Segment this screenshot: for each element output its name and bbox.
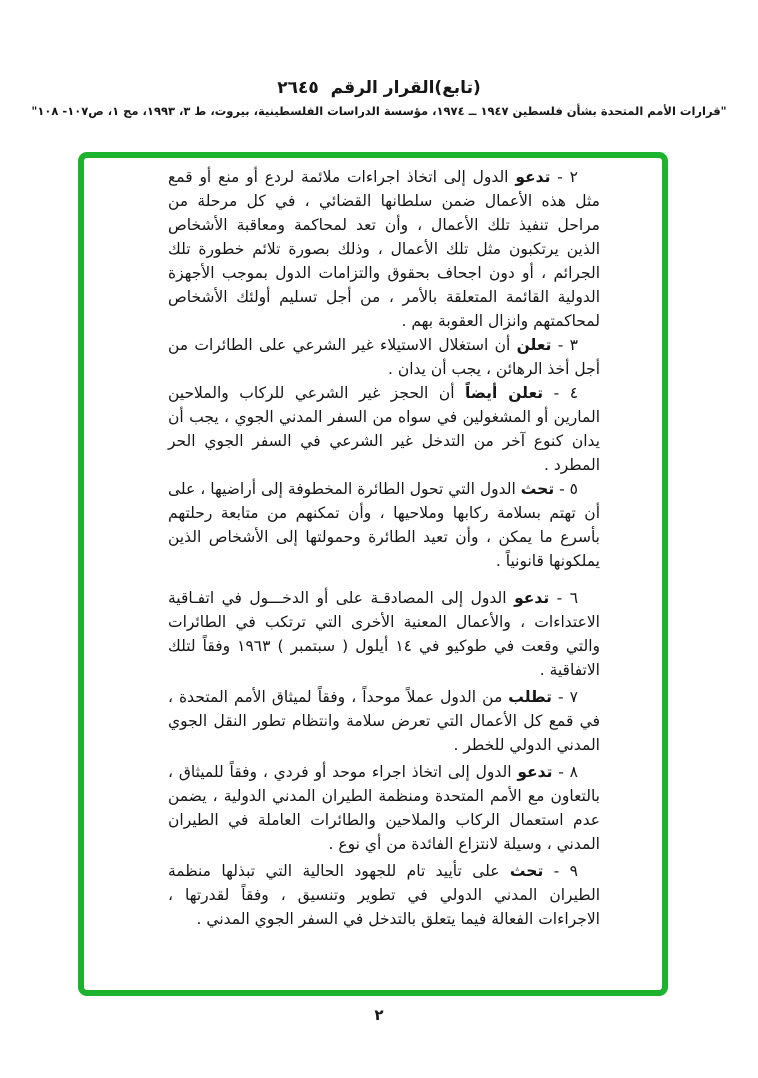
paragraph-verb: تعلن: [516, 336, 552, 354]
resolution-title: (تابع)القرار الرقم ٢٦٤٥: [277, 78, 481, 98]
source-citation: "قرارات الأمم المتحدة بشأن فلسطين ١٩٤٧ ــ ١٩٧٤، مؤسسة الدراسات الفلسطينية، بيروت، ط ٣، ١٩٩٣، مج ١، ص١٠٧- ١٠٨": [31, 104, 727, 118]
paragraph-2: [168, 165, 600, 333]
paragraph-body: الدول إلى اتخاذ اجراءات ملائمة لردع أو منع أو قمع مثل هذه الأعمال ضمن سلطانها القضائي ، في كل مرحلة من مراحل تنفيذ تلك الأعمال ، وأن تعد لمحاكمة ومعاقبة الأشخاص الذين يرتكبون مثل تلك الأعمال ، وذلك بصورة تلائم خطورة تلك الجرائم ، أو دون اجحاف بحقوق والتزامات الدول بموجب الأجهزة الدولية القائمة المتعلقة بالأمر ، من أجل تسليم أولئك الأشخاص لمحاكمتهم وانزال العقوبة بهم .: [168, 168, 600, 330]
paragraph-verb: تحث: [509, 862, 544, 880]
highlight-frame: [78, 152, 668, 996]
paragraph-7: [168, 685, 600, 757]
paragraph-body: أن الحجز غير الشرعي للركاب والملاحين المارين أو المشغولين في سواه من السفر المدني الجوي ، يجب أن يدان كنوع آخر من التدخل غير الشرعي في السفر الجوي الحر المطرد .: [168, 384, 600, 474]
paragraph-3: [168, 333, 600, 381]
resolution-text-block: [168, 165, 600, 931]
paragraph-verb: تدعو: [514, 589, 550, 607]
paragraph-verb: تدعو: [515, 168, 551, 186]
paragraph-body: الدول التي تحول الطائرة المخطوفة إلى أراضيها ، على أن تهتم بسلامة ركابها وملاحيها ، وأن تمكنهم من متابعة رحلتهم بأسرع ما يمكن ، وأن تعيد الطائرة وحمولتها إلى الأشخاص الذين يملكونها قانونياً .: [168, 480, 600, 570]
paragraph-body: أن استغلال الاستيلاء غير الشرعي على الطائرات من أجل أخذ الرهائن ، يجب أن يدان .: [168, 336, 600, 378]
paragraph-9: [168, 859, 600, 931]
paragraph-5: [168, 477, 600, 573]
paragraph-number: ٥ -: [554, 480, 578, 498]
paragraph-number: ٦ -: [549, 589, 579, 607]
paragraph-body: الدول إلى المصادقـة على أو الدخـــول في اتفـاقية الاعتداءات ، والأعمال المعنية الأخرى التي ترتكب في الطائرات والتي وقعت في طوكيو في ١٤ أيلول ( سبتمبر ) ١٩٦٣ وفقاً لتلك الاتفاقية .: [168, 589, 600, 679]
paragraph-verb: تطلب: [508, 688, 552, 706]
paragraph-4: [168, 381, 600, 477]
paragraph-verb: تدعو: [517, 763, 553, 781]
paragraph-number: ٤ -: [543, 384, 579, 402]
paragraph-6: [168, 586, 600, 682]
paragraph-verb: تحث: [520, 480, 555, 498]
paragraph-number: ٩ -: [543, 862, 578, 880]
paragraph-number: ٧ -: [551, 688, 578, 706]
paragraph-8: [168, 760, 600, 856]
paragraph-number: ٨ -: [552, 763, 578, 781]
paragraph-number: ٣ -: [551, 336, 578, 354]
paragraph-body: من الدول عملاً موحداً ، وفقاً لميثاق الأمم المتحدة ، في قمع كل الأعمال التي تعرض سلامة وانتظام تطور النقل الجوي المدني الدولي للخطر .: [168, 688, 600, 754]
paragraph-body: على تأييد تام للجهود الحالية التي تبذلها منظمة الطيران المدني الدولي في تطوير وتنسيق ، وفقاً لقدرتها ، الاجراءات الفعالة فيما يتعلق بالتدخل في السفر الجوي المدني .: [168, 862, 600, 928]
paragraph-number: ٢ -: [550, 168, 578, 186]
paragraph-verb: تعلن أيضاً: [465, 384, 544, 402]
paragraph-body: الدول إلى اتخاذ اجراء موحد أو فردي ، وفقاً للميثاق ، بالتعاون مع الأمم المتحدة ومنظمة الطيران المدني الدولية ، يضمن عدم استعمال الركاب والملاحين والطائرات العاملة في الطيران المدني ، وسيلة لانتزاع الفائدة من أي نوع .: [168, 763, 600, 853]
page-number: ٢: [374, 1006, 384, 1024]
